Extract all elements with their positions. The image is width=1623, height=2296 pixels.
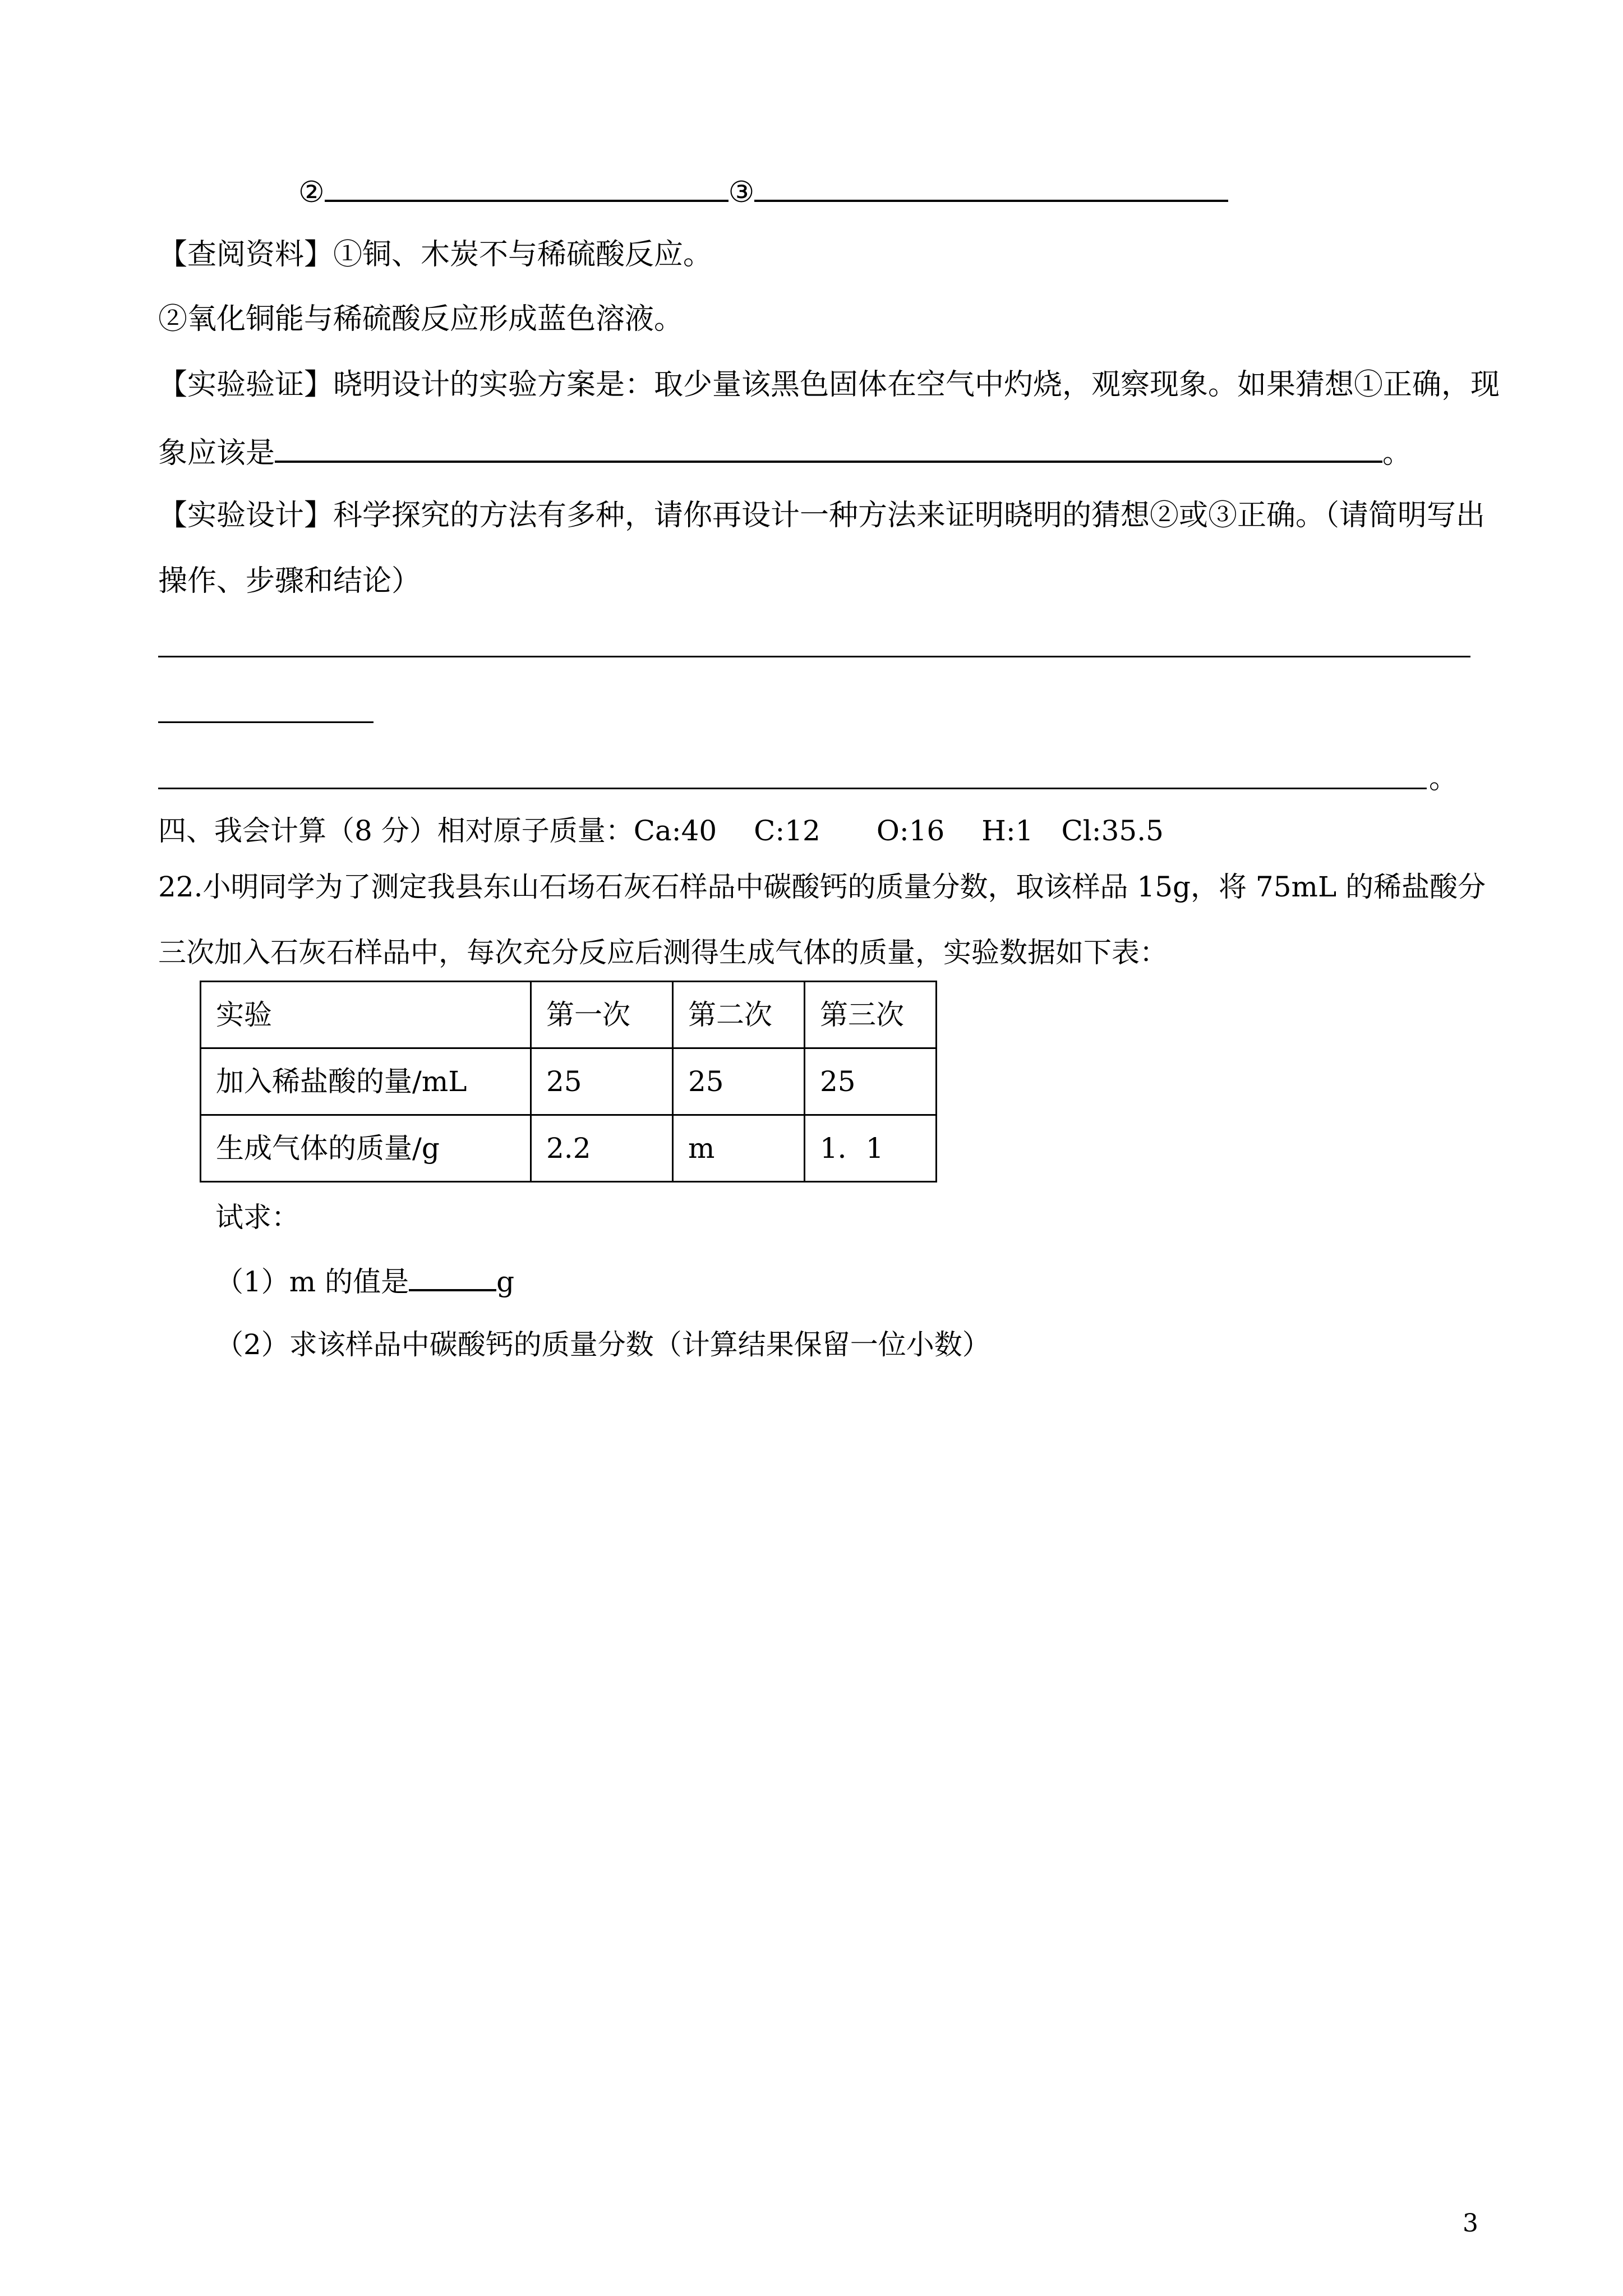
table-row — [201, 1048, 937, 1115]
design-line-1 — [158, 501, 1485, 530]
ask-line — [215, 1201, 299, 1234]
design-text: 科学探究的方法有多种，请你再设计一种方法来证明晓明的猜想②或③正确。（请简明写出 — [333, 499, 1486, 532]
design-period: 。 — [1429, 762, 1459, 795]
table-cell: 1．1 — [805, 1115, 937, 1182]
table-cell: 25 — [531, 1048, 673, 1115]
table-header-cell: 第三次 — [805, 982, 937, 1048]
question-22-line-1 — [158, 873, 1486, 901]
sub-question-1 — [215, 1264, 514, 1296]
table-header-cell: 第一次 — [531, 982, 673, 1048]
guess2-blank[interactable] — [325, 175, 728, 202]
sub-question-2-text: （2）求该样品中碳酸钙的质量分数（计算结果保留一位小数） — [215, 1328, 990, 1361]
guess3-blank[interactable] — [754, 175, 1228, 202]
lookup-line-1 — [158, 238, 713, 272]
guess2-label: ② — [298, 176, 325, 209]
design-text-2: 操作、步骤和结论） — [158, 564, 421, 598]
design-answer-rule-1[interactable] — [158, 656, 1470, 657]
guess-line — [298, 175, 1228, 207]
section-four-text: 四、我会计算（8 分）相对原子质量：Ca:40 C:12 O:16 H:1 Cl:35.5 — [158, 815, 1164, 847]
sub-question-1-unit: g — [496, 1266, 515, 1298]
lookup-text-1: ①铜、木炭不与稀硫酸反应。 — [333, 238, 713, 272]
verify-text-2: 象应该是 — [158, 436, 275, 470]
m-value-blank[interactable] — [409, 1264, 496, 1291]
question-22-text-2: 三次加入石灰石样品中，每次充分反应后测得生成气体的质量，实验数据如下表： — [158, 936, 1168, 969]
table-header-row — [201, 982, 937, 1048]
table-header-cell: 第二次 — [673, 982, 805, 1048]
section-four-heading — [158, 817, 1164, 845]
table-cell: 25 — [805, 1048, 937, 1115]
verify-heading: 【实验验证】 — [158, 368, 334, 402]
experiment-data-table — [200, 981, 937, 1182]
lookup-heading: 【查阅资料】 — [158, 238, 334, 272]
table-row — [201, 1115, 937, 1182]
ask-text: 试求： — [215, 1201, 299, 1234]
question-22-text-1: 22.小明同学为了测定我县东山石场石灰石样品中碳酸钙的质量分数，取该样品 15g，将 75mL 的稀盐酸分 — [158, 871, 1486, 903]
guess3-label: ③ — [728, 176, 755, 209]
verify-line-1 — [158, 368, 1500, 402]
question-22-line-2 — [158, 938, 1168, 967]
verify-period: 。 — [1382, 436, 1412, 470]
table-cell: 2.2 — [531, 1115, 673, 1182]
lookup-line-2 — [158, 302, 684, 336]
verify-line-2 — [158, 436, 1412, 468]
design-heading: 【实验设计】 — [158, 499, 334, 532]
table-cell: 25 — [673, 1048, 805, 1115]
design-answer-rule-2[interactable] — [158, 721, 374, 723]
table-header-cell: 实验 — [201, 982, 531, 1048]
design-line-2 — [158, 564, 421, 598]
design-answer-period — [1429, 764, 1458, 793]
verify-text: 晓明设计的实验方案是：取少量该黑色固体在空气中灼烧，观察现象。如果猜想①正确，现 — [333, 368, 1500, 402]
table-cell: 加入稀盐酸的量/mL — [201, 1048, 531, 1115]
table-cell: m — [673, 1115, 805, 1182]
page-number: 3 — [1463, 2209, 1478, 2238]
sub-question-2 — [215, 1328, 990, 1361]
sub-question-1-text: （1）m 的值是 — [215, 1266, 409, 1298]
verify-answer-blank[interactable] — [275, 436, 1382, 463]
design-answer-rule-3[interactable] — [158, 788, 1427, 789]
table-cell: 生成气体的质量/g — [201, 1115, 531, 1182]
lookup-text-2: ②氧化铜能与稀硫酸反应形成蓝色溶液。 — [158, 302, 684, 336]
